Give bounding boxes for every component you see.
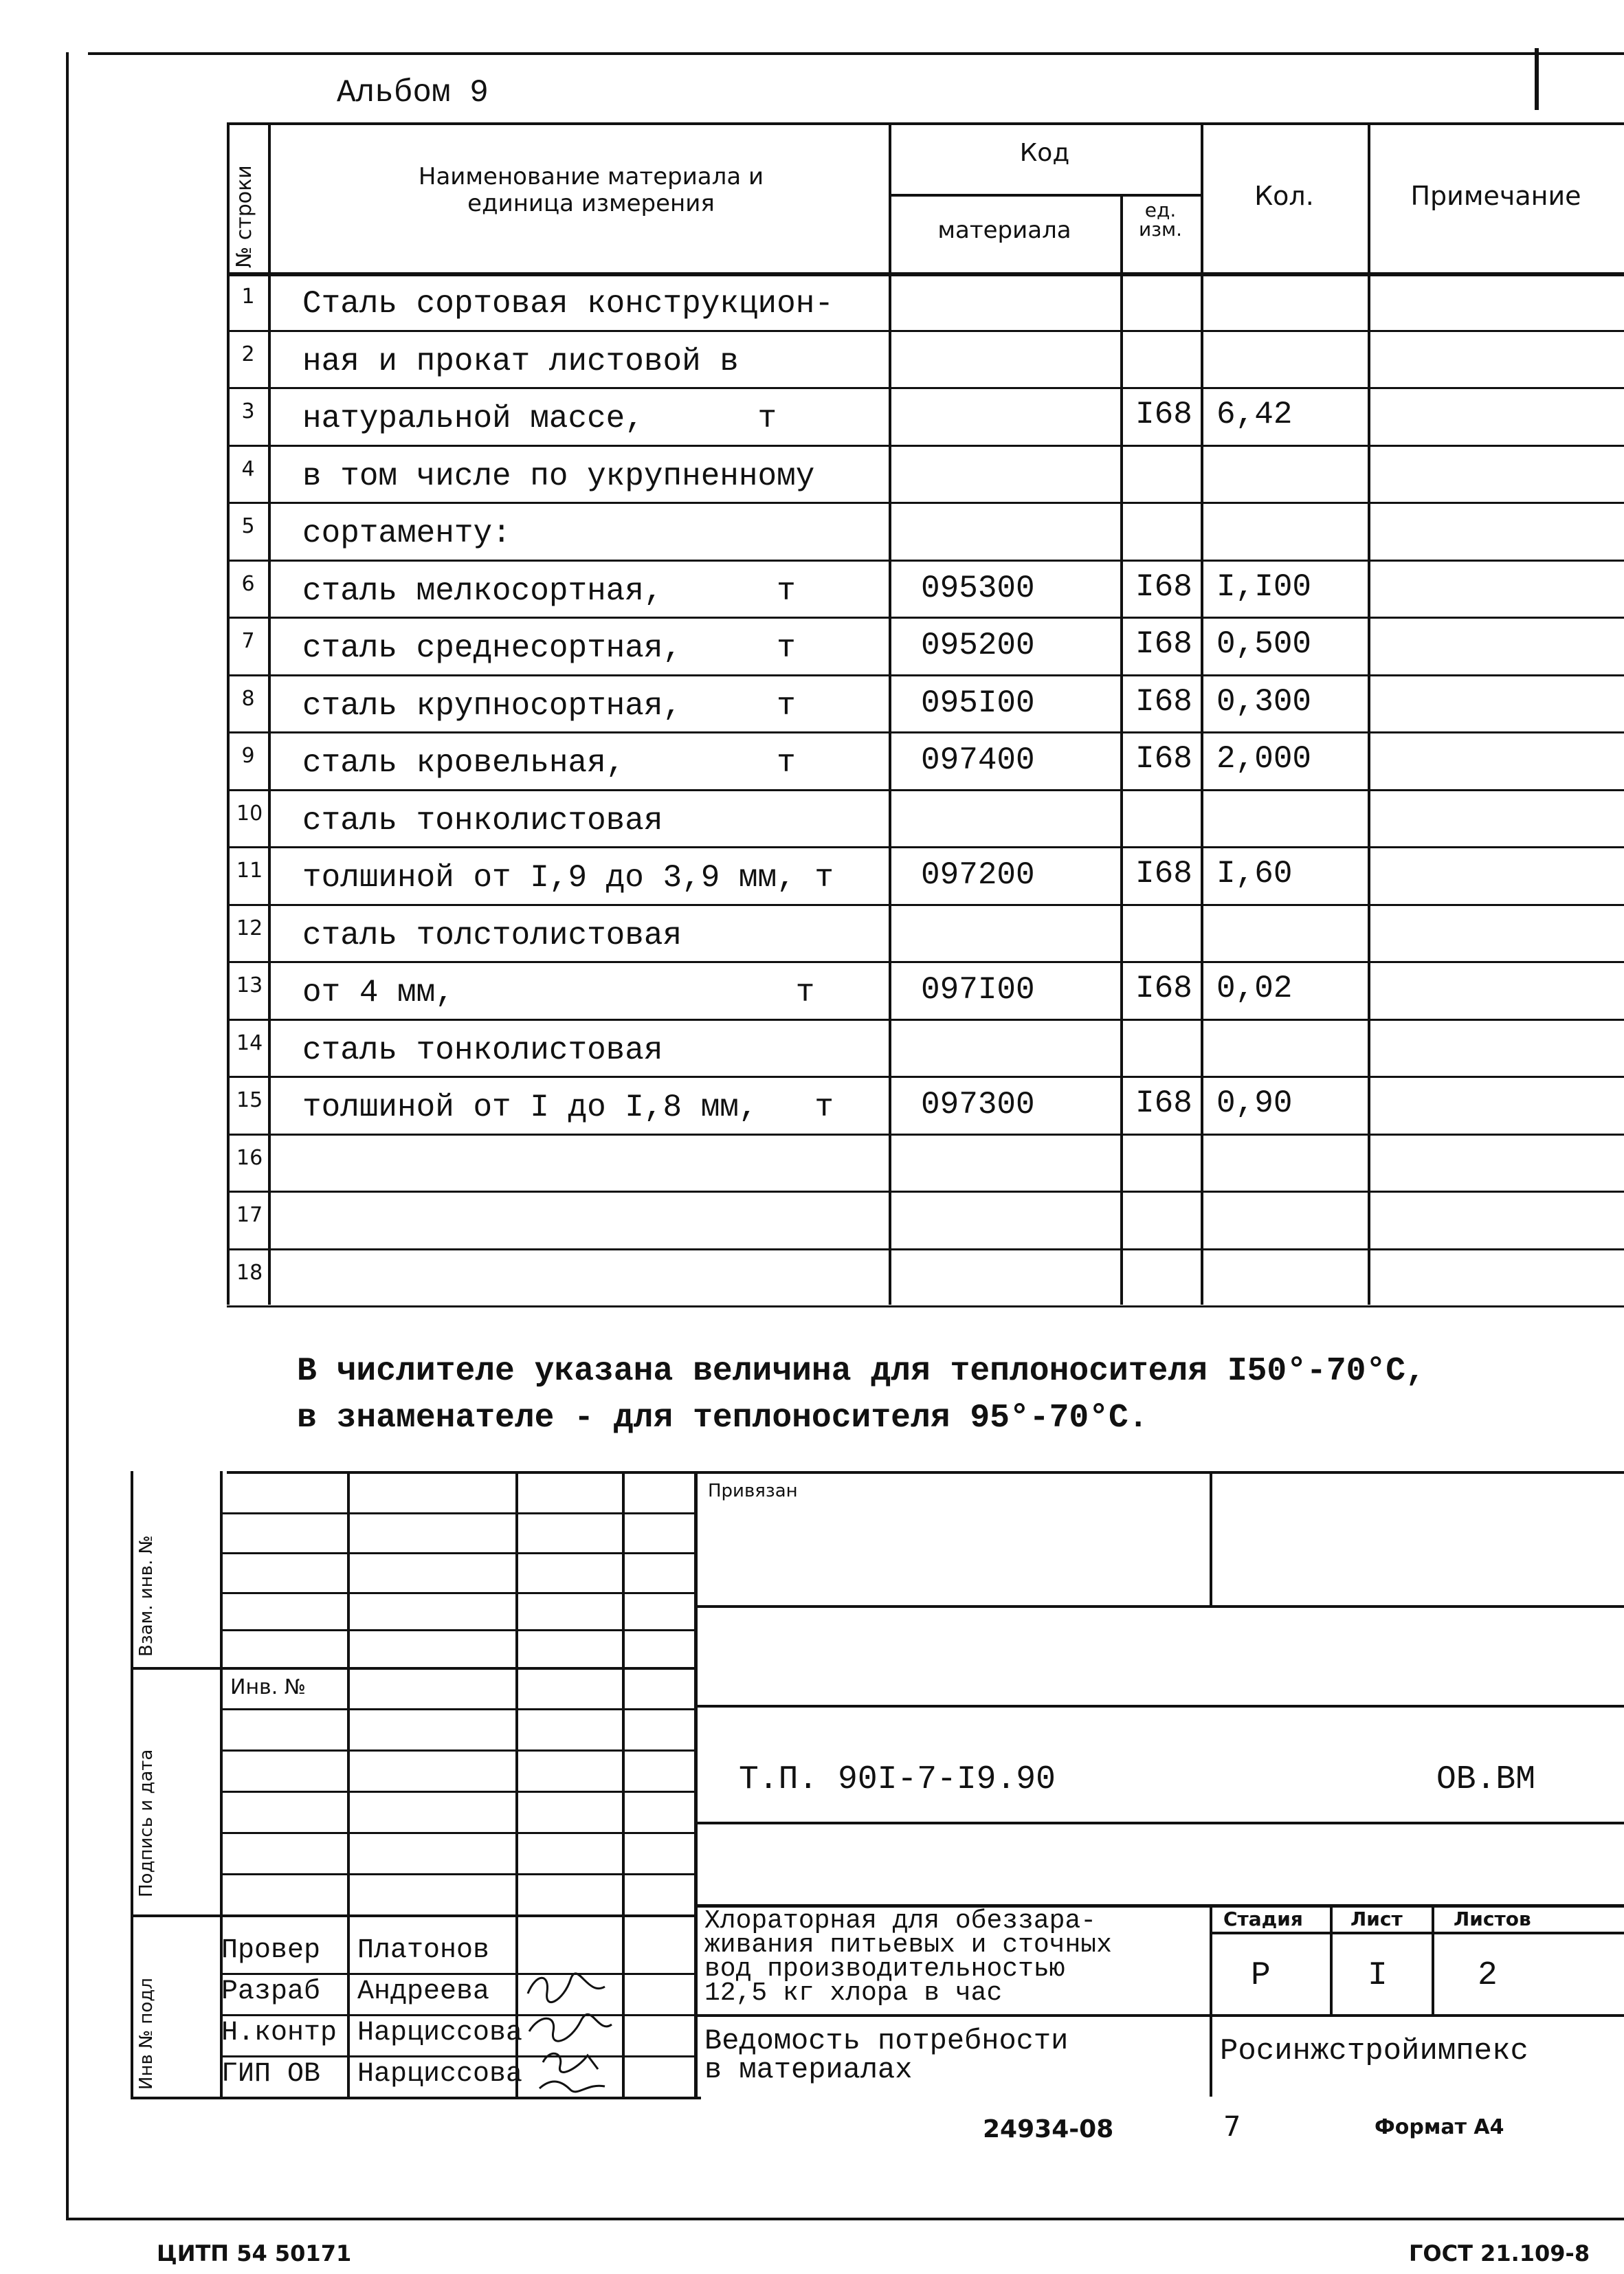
row-number: 13 (236, 973, 263, 997)
sheets-col-rule (1432, 1904, 1434, 2014)
tb-right-rule-3 (694, 1822, 1624, 1824)
code-group-rule (889, 194, 1201, 197)
stage-label: Стадия (1223, 1908, 1303, 1930)
doc-code: Т.П. 90I-7-I9.90 (739, 1761, 1056, 1798)
quantity: I,I00 (1216, 568, 1312, 605)
header-unit-line2: изм. (1138, 218, 1183, 241)
table-row-rule (227, 789, 1624, 791)
table-row-rule (227, 1019, 1624, 1021)
table-row-rule (227, 1305, 1624, 1307)
frame-bottom-border (66, 2218, 1624, 2220)
quantity: 0,02 (1216, 971, 1293, 1006)
table-row-rule (227, 1076, 1624, 1078)
material-name: натуральной массе, т (302, 401, 777, 437)
tb-grid (220, 1832, 694, 1834)
bound-label: Привязан (708, 1481, 798, 1501)
material-name: в том числе по укрупненному (302, 458, 815, 494)
stage-value: Р (1251, 1957, 1271, 1994)
rownum-col-rule (268, 122, 271, 1305)
tb-grid (220, 2014, 694, 2016)
sheet-title-line1: Ведомость потребности (704, 2024, 1069, 2057)
unit-col-rule (1201, 122, 1203, 1305)
row-number: 1 (241, 285, 255, 309)
frame-corner-mark (1535, 48, 1539, 110)
row-number: 2 (241, 342, 255, 366)
material-code: 097200 (921, 857, 1035, 893)
gost-reference: ГОСТ 21.109-8 (1409, 2240, 1590, 2266)
tb-grid (131, 1667, 694, 1670)
qty-col-rule (1368, 122, 1370, 1305)
material-name: толшиной от I до I,8 мм, т (302, 1090, 834, 1125)
project-title-line4: 12,5 кг хлора в час (704, 1978, 1003, 2008)
quantity: 0,500 (1216, 626, 1312, 662)
project-title-line3: вод производительностью (704, 1954, 1065, 1984)
approval-name: Нарциссова (357, 2059, 523, 2090)
row-number: 4 (241, 456, 255, 481)
tb-col-rule-2 (347, 1471, 350, 2097)
approval-name: Платонов (357, 1935, 490, 1966)
approval-role: Разраб (221, 1976, 321, 2007)
row-number: 17 (236, 1203, 263, 1227)
row-number: 6 (241, 571, 255, 596)
note-line-1: В числителе указана величина для теплоносителя I50°-70°С, (297, 1353, 1425, 1390)
table-left-rule (227, 122, 230, 1305)
table-top-rule (227, 122, 1624, 125)
header-name (330, 164, 852, 217)
album-label: Альбом 9 (337, 75, 489, 111)
tb-grid (220, 1708, 694, 1710)
unit-code: I68 (1135, 397, 1192, 432)
approval-name: Нарциссова (357, 2018, 523, 2049)
bound-split-rule (1210, 1471, 1212, 1605)
material-name: сталь тонколистовая (302, 1032, 663, 1068)
printer-code: ЦИТП 54 50171 (157, 2240, 352, 2266)
quantity: 6,42 (1216, 397, 1293, 432)
frame-top-border (88, 52, 1624, 55)
unit-code: I68 (1135, 626, 1192, 662)
header-bottom-rule (227, 272, 1624, 276)
tb-grid (220, 1629, 694, 1631)
sheets-value: 2 (1478, 1957, 1498, 1994)
quantity: 0,90 (1216, 1085, 1293, 1121)
material-code: 097I00 (921, 972, 1035, 1008)
table-row-rule (227, 560, 1624, 562)
material-name: сортаменту: (302, 516, 511, 551)
sidelabel-strip-rule (131, 1471, 133, 2097)
code-col-rule (1120, 194, 1123, 1305)
sheet-col-rule (1330, 1904, 1333, 2014)
row-number: 12 (236, 916, 263, 940)
stage-header-rule (1210, 1932, 1624, 1934)
material-code: 097400 (921, 742, 1035, 778)
table-row-rule (227, 387, 1624, 389)
quantity: 0,300 (1216, 683, 1312, 720)
row-number: 11 (236, 859, 263, 883)
approval-role: Н.контр (221, 2018, 337, 2049)
table-row-rule (227, 904, 1624, 906)
tb-main-rule (694, 1471, 698, 2097)
tb-right-rule-5 (694, 2014, 1624, 2017)
project-title-line2: живания питьевых и сточных (704, 1930, 1112, 1960)
header-row-no: № строки (232, 165, 256, 268)
tb-grid (220, 1973, 694, 1975)
tb-grid (220, 1873, 694, 1875)
approval-name: Андреева (357, 1976, 490, 2007)
header-note: Примечание (1410, 181, 1581, 211)
project-title (704, 1906, 1112, 2008)
material-name: сталь толстолистовая (302, 917, 682, 953)
material-name: сталь кровельная, т (302, 745, 796, 781)
tb-grid (220, 1552, 694, 1554)
sheet-title-line2: в материалах (704, 2053, 913, 2086)
tb-grid (220, 1512, 694, 1514)
sheets-label: Листов (1454, 1908, 1531, 1930)
format-label: Формат А4 (1375, 2115, 1504, 2139)
material-name: сталь тонколистовая (302, 802, 663, 839)
tb-bottom-rule (131, 2097, 701, 2099)
table-row-rule (227, 1134, 1624, 1136)
tb-col-rule-4 (622, 1471, 625, 2097)
table-row-rule (227, 617, 1624, 619)
unit-code: I68 (1135, 741, 1192, 777)
table-row-rule (227, 445, 1624, 447)
sheet-value: I (1368, 1957, 1388, 1994)
unit-code: I68 (1135, 568, 1192, 605)
tb-grid (220, 1592, 694, 1594)
table-row-rule (227, 846, 1624, 848)
header-code-material: материала (937, 217, 1071, 244)
unit-code: I68 (1135, 971, 1192, 1006)
quantity: 2,000 (1216, 741, 1312, 777)
row-number: 14 (236, 1030, 263, 1055)
row-number: 5 (241, 514, 255, 538)
organization: Росинжстройимпекс (1220, 2034, 1528, 2068)
signatures (522, 1966, 619, 2097)
side-label-signature-date: Подпись и дата (136, 1749, 157, 1897)
material-code: 095200 (921, 628, 1035, 663)
material-name: сталь среднесортная, т (302, 630, 796, 666)
row-number: 16 (236, 1145, 263, 1170)
quantity: I,60 (1216, 856, 1293, 892)
doc-mark: ОВ.ВМ (1436, 1761, 1536, 1798)
row-number: 18 (236, 1260, 263, 1285)
tb-grid (220, 1749, 694, 1752)
table-row-rule (227, 330, 1624, 332)
header-unit-line1: ед. (1144, 199, 1177, 221)
table-row-rule (227, 674, 1624, 676)
header-name-line2: единица измерения (467, 190, 715, 218)
page-number: 7 (1223, 2111, 1241, 2143)
row-number: 9 (241, 744, 255, 768)
note-bottom-rule (227, 1471, 1624, 1474)
side-label-original-inv: Инв № подл (136, 1978, 157, 2090)
material-code: 095I00 (921, 685, 1035, 721)
project-title-line1: Хлораторная для обеззара- (704, 1906, 1097, 1936)
material-name: Сталь сортовая конструкцион- (302, 286, 834, 322)
header-code-unit (1120, 201, 1201, 239)
material-name: сталь мелкосортная, т (302, 573, 796, 609)
unit-code: I68 (1135, 1085, 1192, 1121)
note-line-2: в знаменателе - для теплоносителя 95°-70°С. (297, 1400, 1148, 1437)
tb-right-rule-1 (694, 1605, 1624, 1608)
stage-col-rule (1210, 1904, 1212, 2097)
sheet-title (704, 2024, 1069, 2086)
tb-grid (131, 1914, 694, 1917)
material-name: от 4 мм, т (302, 975, 815, 1011)
table-row-rule (227, 731, 1624, 733)
approval-role: Провер (221, 1935, 321, 1966)
material-name: толшиной от I,9 до 3,9 мм, т (302, 860, 834, 896)
row-number: 8 (241, 686, 255, 711)
material-code: 097300 (921, 1087, 1035, 1123)
material-code: 095300 (921, 570, 1035, 606)
unit-code: I68 (1135, 683, 1192, 720)
header-qty: Кол. (1254, 181, 1314, 211)
frame-left-border (66, 52, 69, 2218)
table-row-rule (227, 1248, 1624, 1250)
row-number: 15 (236, 1088, 263, 1112)
inv-no-label: Инв. № (230, 1675, 307, 1699)
row-number: 3 (241, 399, 255, 423)
header-code-group: Код (1019, 139, 1070, 167)
tb-grid (220, 1791, 694, 1793)
tb-grid (220, 2055, 694, 2057)
order-number: 24934-08 (983, 2115, 1114, 2143)
tb-col-rule-3 (515, 1471, 518, 2097)
tb-right-rule-2 (694, 1705, 1624, 1708)
material-name: сталь крупносортная, т (302, 687, 796, 724)
header-name-line1: Наименование материала и (418, 163, 764, 190)
row-number: 10 (236, 801, 263, 826)
side-label-replaces-inv: Взам. инв. № (136, 1535, 157, 1657)
material-name: ная и прокат листовой в (302, 343, 739, 379)
sheet-label: Лист (1350, 1908, 1403, 1930)
approval-role: ГИП ОВ (221, 2059, 321, 2090)
table-row-rule (227, 1191, 1624, 1193)
name-col-rule (889, 122, 891, 1305)
unit-code: I68 (1135, 856, 1192, 892)
table-row-rule (227, 502, 1624, 504)
table-row-rule (227, 961, 1624, 963)
row-number: 7 (241, 629, 255, 653)
